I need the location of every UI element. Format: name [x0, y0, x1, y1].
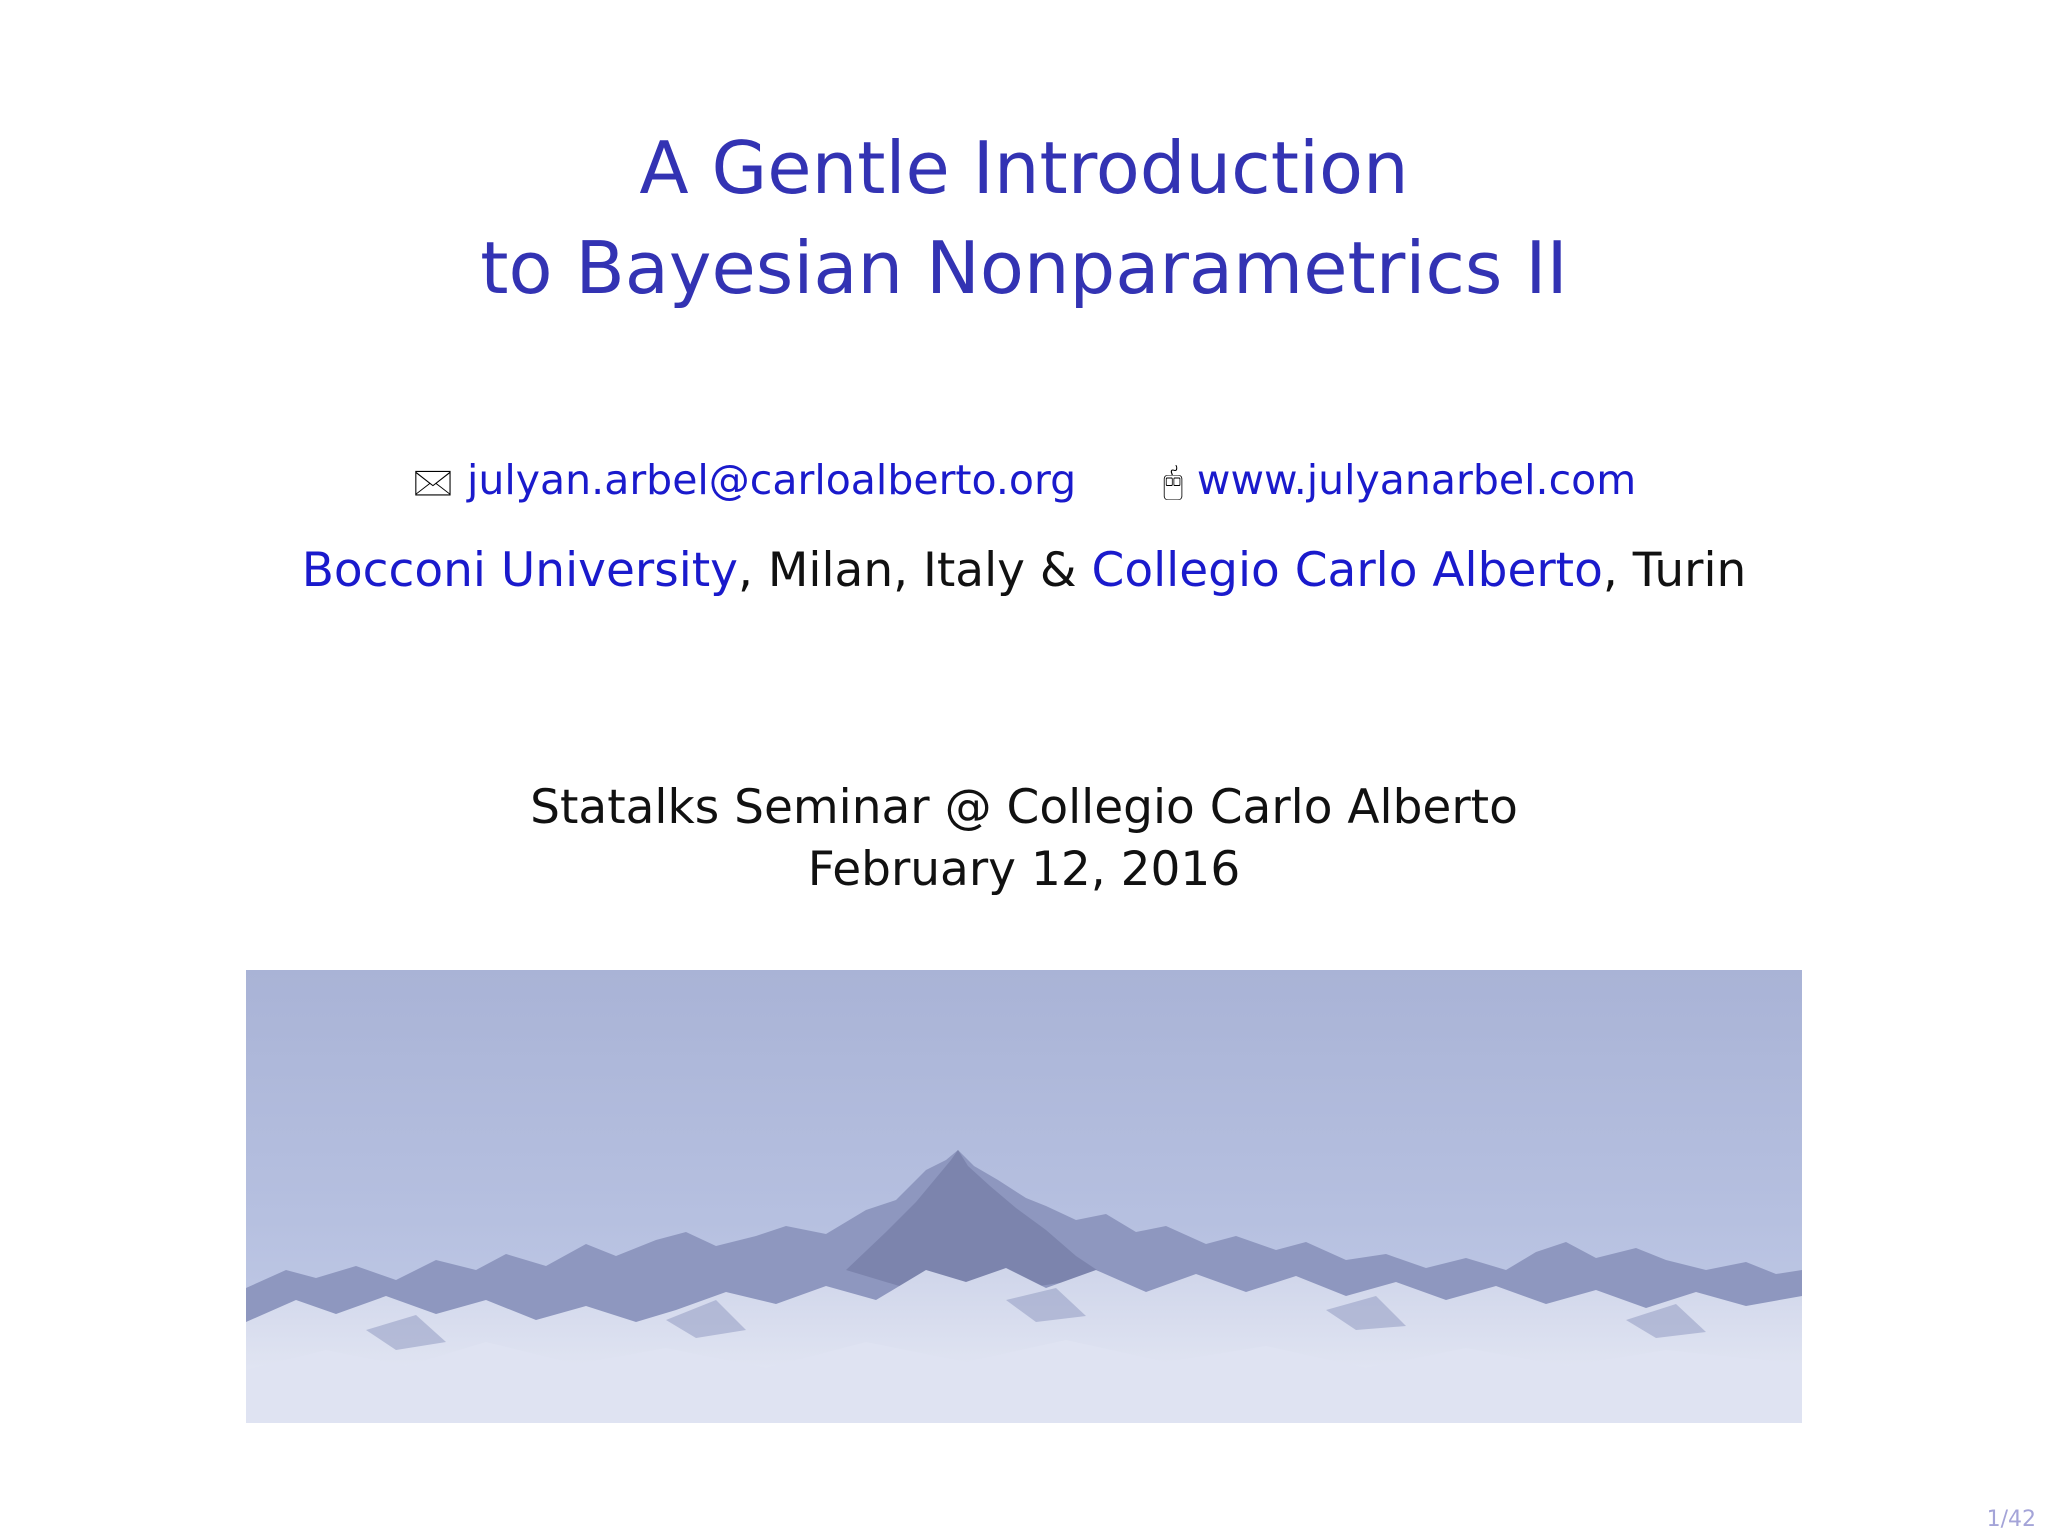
title-line-1: A Gentle Introduction — [639, 126, 1409, 210]
event-block — [0, 777, 2048, 901]
event-name: Statalks Seminar @ Collegio Carlo Alberto — [530, 780, 1518, 835]
title-line-2: to Bayesian Nonparametrics II — [480, 226, 1568, 310]
event-date: February 12, 2016 — [807, 842, 1241, 897]
affiliation-sep-1: , Milan, Italy & — [738, 543, 1092, 598]
envelope-icon: 🖂 — [411, 462, 454, 503]
slide-title — [0, 118, 2048, 318]
mountain-photo — [246, 970, 1802, 1423]
page-number: 1/42 — [1986, 1507, 2036, 1532]
affiliation-sep-2: , Turin — [1602, 543, 1747, 598]
collegio-link[interactable]: Collegio Carlo Alberto — [1091, 543, 1603, 598]
affiliation-line — [0, 541, 2048, 601]
email-link[interactable]: julyan.arbel@carloalberto.org — [467, 456, 1077, 504]
website-link[interactable]: www.julyanarbel.com — [1196, 456, 1637, 504]
bocconi-link[interactable]: Bocconi University — [301, 543, 738, 598]
contact-line — [0, 452, 2048, 511]
mouse-icon: 🖰 — [1162, 462, 1184, 503]
